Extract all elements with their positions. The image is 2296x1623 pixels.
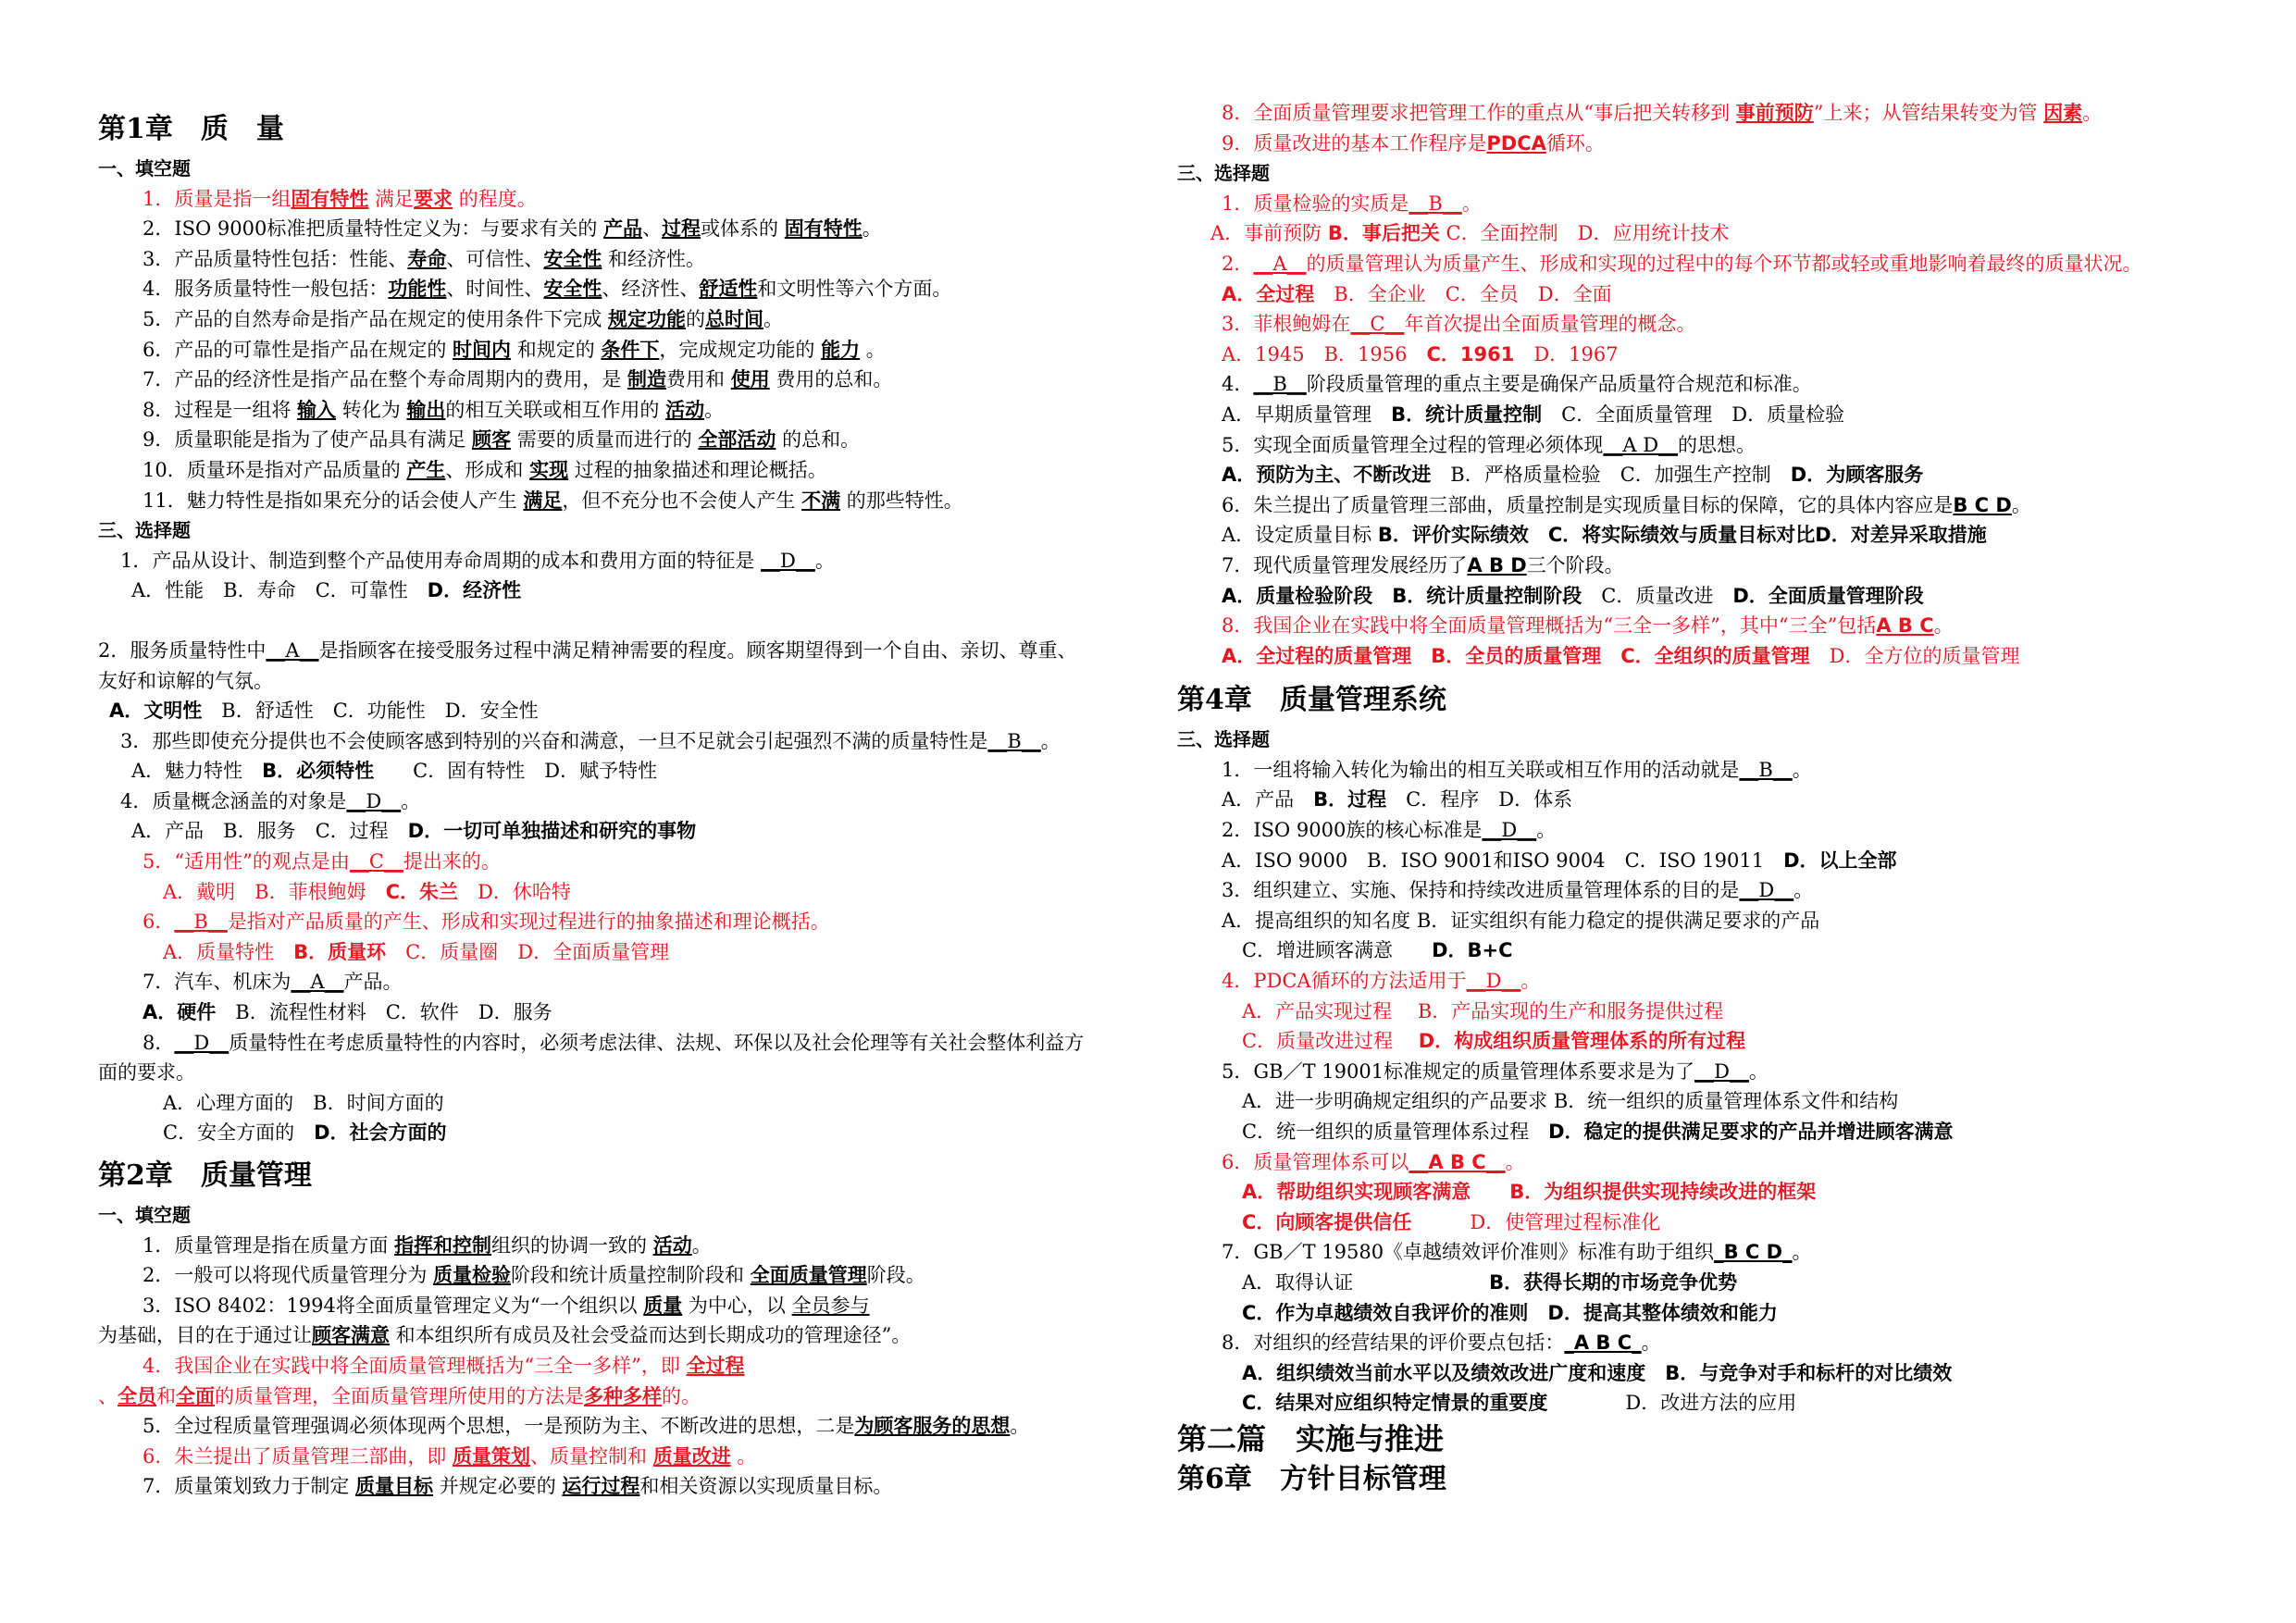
question: 5．“适用性”的观点是由__C__提出来的。	[143, 850, 501, 873]
fill-item: 3．产品质量特性包括：性能、寿命、可信性、安全性 和经济性。	[143, 247, 706, 270]
options: A．设定质量目标 B．评价实际绩效 C．将实际绩效与质量目标对比D．对差异采取措施	[1222, 524, 1987, 547]
fill-item: 8．过程是一组将 输入 转化为 输出的相互关联或相互作用的 活动。	[143, 398, 725, 421]
fill-item: 2．ISO 9000标准把质量特性定义为：与要求有关的 产品、过程或体系的 固有特性。	[143, 217, 882, 241]
question: 6．朱兰提出了质量管理三部曲，质量控制是实现质量目标的保障，它的具体内容应是B C D。	[1222, 493, 2031, 516]
fill-item: 4．服务质量特性一般包括：功能性、时间性、安全性、经济性、舒适性和文明性等六个方面。	[143, 278, 952, 301]
question: 7．现代质量管理发展经历了A B D三个阶段。	[1222, 553, 1624, 576]
fill-item: 7．质量策划致力于制定 质量目标 并规定必要的 运行过程和相关资源以实现质量目标。	[143, 1475, 893, 1498]
left-column	[98, 102, 1162, 1502]
question: 3．菲根鲍姆在__C__年首次提出全面质量管理的概念。	[1222, 313, 1696, 336]
question: 4．__B__阶段质量管理的重点主要是确保产品质量符合规范和标准。	[1222, 373, 1812, 396]
question: 1．一组将输入转化为输出的相互关联或相互作用的活动就是__B__。	[1222, 758, 1812, 781]
options: A．ISO 9000 B．ISO 9001和ISO 9004 C．ISO 19011 D．以上全部	[1222, 849, 1897, 872]
fill-item: 6．产品的可靠性是指产品在规定的 时间内 和规定的 条件下，完成规定功能的 能力 。	[143, 338, 886, 361]
options: A．预防为主、不断改进 B．严格质量检验 C．加强生产控制 D．为顾客服务	[1222, 464, 1924, 487]
options: A．质量特性 B．质量环 C．质量圈 D．全面质量管理	[163, 940, 670, 963]
options: A．性能 B．寿命 C．可靠性 D．经济性	[131, 579, 522, 602]
question: 6．质量管理体系可以__A B C__。	[1222, 1150, 1525, 1173]
options: A．产品实现过程 B．产品实现的生产和服务提供过程	[1242, 999, 1724, 1022]
chapter-1-title: 第1章 质 量	[98, 113, 284, 145]
question: 7．汽车、机床为__A__产品。	[143, 971, 403, 994]
fill-item: 1．质量是指一组固有特性 满足要求 的程度。	[143, 187, 537, 210]
fill-item: 7．产品的经济性是指产品在整个寿命周期内的费用，是 制造费用和 使用 费用的总和。	[143, 368, 893, 391]
question: 8．对组织的经营结果的评价要点包括：_A B C_。	[1222, 1332, 1661, 1355]
question-cont: 友好和谅解的气氛。	[98, 669, 273, 692]
options: A．组织绩效当前水平以及绩效改进广度和速度 B．与竞争对手和标杆的对比绩效	[1242, 1361, 1953, 1384]
fill-item: 8．全面质量管理要求把管理工作的重点从“事后把关转移到 事前预防”上来；从管结果转变为管 因素。	[1222, 102, 2103, 124]
choice-section-title: 三、选择题	[98, 519, 191, 542]
options: A．心理方面的 B．时间方面的	[163, 1091, 444, 1114]
fill-item-cont: 、全员和全面的质量管理，全面质量管理所使用的方法是多种多样的。	[98, 1384, 701, 1407]
choice-section-title: 三、选择题	[1177, 162, 1270, 185]
options: A．全过程的质量管理 B．全员的质量管理 C．全组织的质量管理 D．全方位的质量管理	[1222, 644, 2020, 667]
chapter-4-title: 第4章 质量管理系统	[1177, 684, 1446, 717]
options: A．产品 B．服务 C．过程 D．一切可单独描述和研究的事物	[131, 820, 697, 843]
fill-item: 2．一般可以将现代质量管理分为 质量检验阶段和统计质量控制阶段和 全面质量管理阶段。	[143, 1264, 925, 1287]
options: C．安全方面的 D．社会方面的	[163, 1121, 447, 1145]
question: 1．质量检验的实质是__B__。	[1222, 192, 1482, 215]
fill-item: 6．朱兰提出了质量管理三部曲，即 质量策划、质量控制和 质量改进 。	[143, 1444, 757, 1468]
fill-item: 1．质量管理是指在质量方面 指挥和控制组织的协调一致的 活动。	[143, 1233, 712, 1257]
chapter-2-title: 第2章 质量管理	[98, 1159, 312, 1192]
question: 4．质量概念涵盖的对象是__D__。	[120, 789, 421, 812]
question: 5．实现全面质量管理全过程的管理必须体现__A D__的思想。	[1222, 433, 1756, 456]
options: A．产品 B．过程 C．程序 D．体系	[1222, 788, 1573, 812]
question: 2．服务质量特性中__A__是指顾客在接受服务过程中满足精神需要的程度。顾客期望得到一个自由、亲切、尊重、	[98, 638, 1077, 662]
fill-item-cont: 为基础，目的在于通过让顾客满意 和本组织所有成员及社会受益而达到长期成功的管理途径”。	[98, 1324, 912, 1347]
fill-item: 5．全过程质量管理强调必须体现两个思想，一是预防为主、不断改进的思想，二是为顾客服务的思想。	[143, 1415, 1030, 1438]
options: A．早期质量管理 B．统计质量控制 C．全面质量管理 D．质量检验	[1222, 403, 1845, 426]
fill-item: 9．质量改进的基本工作程序是PDCA循环。	[1222, 131, 1605, 155]
fill-item: 3．ISO 8402：1994将全面质量管理定义为“一个组织以 质量 为中心，以 全员参与	[143, 1294, 870, 1317]
part-2-title: 第二篇 实施与推进	[1177, 1420, 1445, 1456]
options: C．增进顾客满意 D．B+C	[1242, 939, 1513, 962]
question: 1．产品从设计、制造到整个产品使用寿命周期的成本和费用方面的特征是 __D__。	[120, 549, 835, 572]
options: A．硬件 B．流程性材料 C．软件 D．服务	[143, 1001, 552, 1024]
options: A．1945 B．1956 C．1961 D．1967	[1222, 342, 1619, 365]
question: 3．组织建立、实施、保持和持续改进质量管理体系的目的是__D__。	[1222, 879, 1814, 902]
options: A．文明性 B．舒适性 C．功能性 D．安全性	[109, 700, 539, 723]
options: A．魅力特性 B．必须特性 C．固有特性 D．赋予特性	[131, 760, 658, 783]
question-cont: 面的要求。	[98, 1061, 195, 1084]
fill-section-title: 一、填空题	[98, 157, 191, 180]
question: 8．我国企业在实践中将全面质量管理概括为“三全一多样”，其中“三全”包括A B C。	[1222, 614, 1954, 638]
options: C．质量改进过程 D．构成组织质量管理体系的所有过程	[1242, 1030, 1746, 1053]
options: A．进一步明确规定组织的产品要求 B．统一组织的质量管理体系文件和结构	[1242, 1090, 1899, 1113]
question: 8．__D__质量特性在考虑质量特性的内容时，必须考虑法律、法规、环保以及社会伦理等有关社会整体利益方	[143, 1031, 1085, 1054]
options: C．向顾客提供信任 D．使管理过程标准化	[1242, 1210, 1661, 1233]
question: 5．GB／T 19001标准规定的质量管理体系要求是为了__D__。	[1222, 1059, 1769, 1083]
chapter-6-title: 第6章 方针目标管理	[1177, 1462, 1446, 1495]
question: 2．ISO 9000族的核心标准是__D__。	[1222, 819, 1557, 842]
fill-item: 5．产品的自然寿命是指产品在规定的使用条件下完成 规定功能的总时间。	[143, 307, 784, 330]
question: 7．GB／T 19580《卓越绩效评价准则》标准有助于组织_B C D_。	[1222, 1241, 1812, 1264]
fill-section-title: 一、填空题	[98, 1204, 191, 1226]
options: A．戴明 B．菲根鲍姆 C．朱兰 D．休哈特	[163, 880, 571, 903]
options: A．事前预防 B．事后把关 C．全面控制 D．应用统计技术	[1210, 222, 1730, 245]
options: C．作为卓越绩效自我评价的准则 D．提高其整体绩效和能力	[1242, 1301, 1778, 1324]
fill-item: 11．魅力特性是指如果充分的话会使人产生 满足，但不充分也不会使人产生 不满 的那些特性。	[143, 489, 963, 512]
question: 6．__B__是指对产品质量的产生、形成和实现过程进行的抽象描述和理论概括。	[143, 911, 830, 934]
question: 4．PDCA循环的方法适用于__D__。	[1222, 970, 1541, 993]
options: A．提高组织的知名度 B．证实组织有能力稳定的提供满足要求的产品	[1222, 909, 1820, 932]
fill-item: 10．质量环是指对产品质量的 产生、形成和 实现 过程的抽象描述和理论概括。	[143, 458, 827, 481]
choice-section-title: 三、选择题	[1177, 728, 1270, 751]
fill-item: 4．我国企业在实践中将全面质量管理概括为“三全一多样”，即 全过程	[143, 1354, 745, 1377]
right-column	[1177, 98, 2241, 1504]
options: A．取得认证 B．获得长期的市场竞争优势	[1242, 1270, 1738, 1294]
options: C．统一组织的质量管理体系过程 D．稳定的提供满足要求的产品并增进顾客满意	[1242, 1121, 1954, 1143]
fill-item: 9．质量职能是指为了使产品具有满足 顾客 需要的质量而进行的 全部活动 的总和。	[143, 428, 861, 452]
options: A．帮助组织实现顾客满意 B．为组织提供实现持续改进的框架	[1242, 1181, 1817, 1204]
options: A．全过程 B．全企业 C．全员 D．全面	[1222, 282, 1612, 305]
options: A．质量检验阶段 B．统计质量控制阶段 C．质量改进 D．全面质量管理阶段	[1222, 584, 1924, 607]
options: C．结果对应组织特定情景的重要度 D．改进方法的应用	[1242, 1392, 1797, 1415]
question: 3．那些即使充分提供也不会使顾客感到特别的兴奋和满意，一旦不足就会引起强烈不满的质量特性是__B__。	[120, 729, 1061, 752]
question: 2．__A__的质量管理认为质量产生、形成和实现的过程中的每个环节都或轻或重地影响着最终的质量状况。	[1222, 252, 2142, 275]
